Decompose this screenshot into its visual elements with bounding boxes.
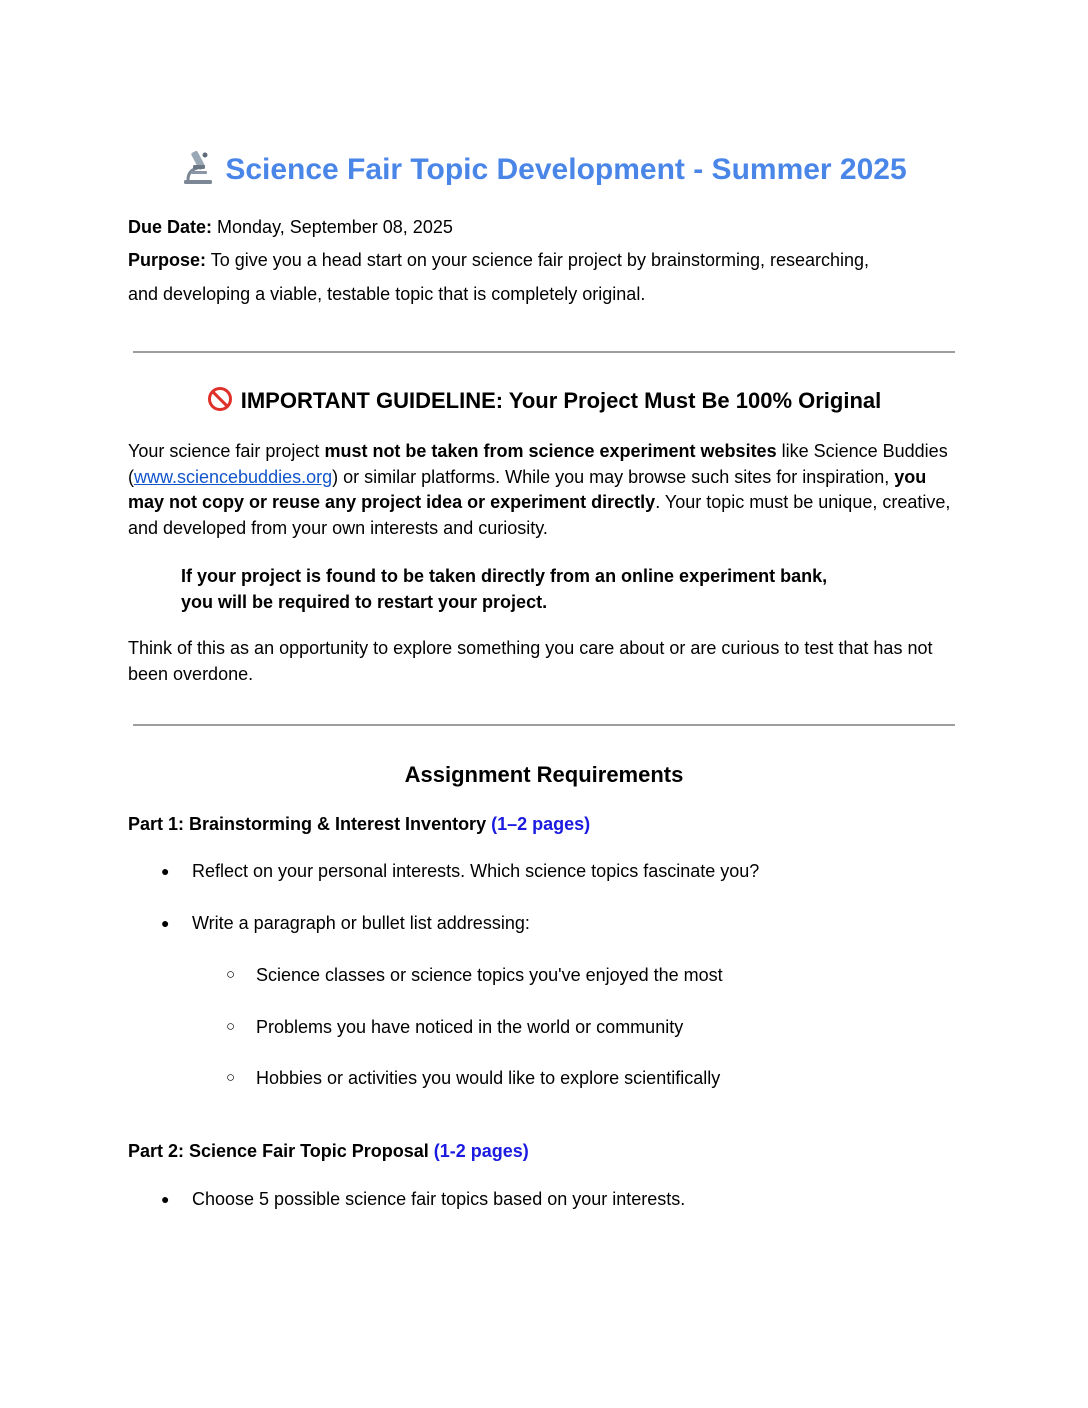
part1-title: Part 1: Brainstorming & Interest Inventory [128, 814, 492, 834]
guideline-paragraph-2: Think of this as an opportunity to explore something you care about or are curious to test that has not been overdone. [128, 638, 933, 684]
bullet-icon: ● [161, 1191, 170, 1207]
purpose-line [128, 243, 958, 277]
hollow-bullet-icon: ○ [226, 1069, 236, 1086]
document-title [0, 148, 1088, 198]
sub-list-item-text: Science classes or science topics you've enjoyed the most [256, 965, 723, 985]
part2-title: Part 2: Science Fair Topic Proposal [128, 1141, 434, 1161]
bullet-icon: ● [161, 863, 170, 879]
title-text: Science Fair Topic Development - Summer 2025 [225, 153, 907, 186]
p1-text-d: ) or similar platforms. While you may browse such sites for inspiration, [332, 466, 895, 487]
p1-text-c: like Science Buddies ( [128, 441, 948, 487]
p1-bold-e: you may not copy or reuse any project idea or experiment directly [128, 466, 927, 512]
sciencebuddies-link[interactable]: www.sciencebuddies.org [134, 466, 333, 487]
purpose-text-1: To give you a head start on your science fair project by brainstorming, researching, [210, 250, 870, 270]
divider-1 [133, 351, 955, 353]
sub-list-item [226, 1014, 684, 1040]
part1-heading [128, 811, 958, 837]
guideline-heading [0, 385, 1088, 421]
part1-pages: (1–2 pages) [491, 814, 591, 834]
divider-2 [133, 724, 955, 726]
list-item-text: Choose 5 possible science fair topics based on your interests. [192, 1189, 686, 1209]
list-item-text: Reflect on your personal interests. Which science topics fascinate you? [192, 861, 760, 881]
due-date-value: Monday, September 08, 2025 [217, 217, 453, 237]
due-date-line [128, 210, 958, 244]
list-item [161, 910, 530, 936]
p1-bold-b: must not be taken from science experiment websites [324, 441, 777, 461]
purpose-line-2 [128, 277, 958, 311]
sub-list-item-text: Hobbies or activities you would like to explore scientifically [256, 1068, 721, 1088]
warning-line-2: you will be required to restart your project. [181, 592, 548, 612]
part2-pages: (1-2 pages) [433, 1141, 529, 1161]
sub-list-item-text: Problems you have noticed in the world or community [256, 1017, 684, 1037]
due-date-label: Due Date: [128, 217, 213, 237]
warning-line-1: If your project is found to be taken directly from an online experiment bank, [181, 566, 828, 586]
purpose-label: Purpose: [128, 250, 207, 270]
sub-list-item [226, 1065, 721, 1091]
list-item [161, 1186, 686, 1212]
p1-text-f: . Your topic must be unique, creative, and developed from your own interests and curiosity. [128, 492, 951, 538]
microscope-icon [181, 149, 215, 198]
hollow-bullet-icon: ○ [226, 1018, 236, 1035]
list-item-text: Write a paragraph or bullet list addressing: [192, 913, 530, 933]
bullet-icon: ● [161, 915, 170, 931]
guideline-heading-text: IMPORTANT GUIDELINE: Your Project Must Be 100% Original [240, 388, 882, 413]
hollow-bullet-icon: ○ [226, 966, 236, 983]
purpose-text-2: and developing a viable, testable topic that is completely original. [128, 284, 646, 304]
list-item [161, 858, 760, 884]
requirements-heading: Assignment Requirements [404, 762, 684, 787]
p1-text-a: Your science fair project [128, 441, 325, 461]
part2-heading [128, 1138, 958, 1164]
sub-list-item [226, 962, 723, 988]
no-entry-icon [207, 386, 233, 421]
guideline-paragraph-1 [128, 439, 958, 541]
